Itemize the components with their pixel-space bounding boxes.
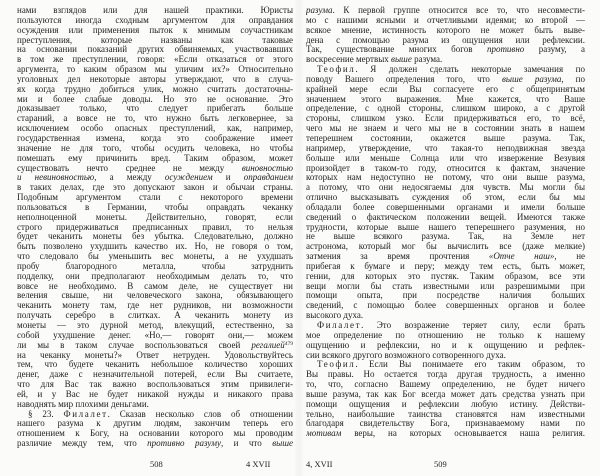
italic-text: и невиновностью — [17, 173, 95, 183]
text-run: вещи могли бы стать известными или разрешимыми при — [306, 281, 585, 291]
text-run: помешать ему причинить вред. Таким образом, может — [17, 153, 293, 163]
text-run: . Сказав несколько слов об отношении — [107, 409, 293, 419]
text-line — [306, 301, 585, 311]
text-line — [306, 65, 585, 75]
text-line — [17, 183, 293, 193]
text-run: и — [212, 173, 244, 183]
right-running-head: 4, XVII — [306, 459, 333, 469]
text-line — [17, 331, 293, 341]
italic-text: противно разуму — [147, 439, 221, 449]
speaker-name: Филалет — [317, 321, 362, 330]
text-line — [306, 321, 585, 331]
text-run: помощи опыта, при посредстве наличия больших — [306, 291, 585, 301]
text-run: . Я должен сделать некоторые замечания по — [355, 65, 585, 75]
text-line — [17, 65, 293, 75]
text-run: Так, существование многих богов — [306, 45, 487, 55]
italic-text: выше — [391, 55, 412, 65]
text-line — [17, 45, 293, 55]
text-run: сведений о фактическом положении вещей. Имеются также — [306, 212, 585, 222]
text-line — [306, 311, 585, 321]
text-run: чеканить монету там, где нет рудников, ни возможности — [17, 301, 293, 311]
text-run: обладали более совершенными органами и имели больше — [306, 202, 585, 212]
text-run: , а между — [94, 173, 165, 183]
text-run: денег, даже с незначительной потерей, если Вы считаете, — [17, 370, 293, 380]
text-run: тельно, наибольшие таинства становятся нам известными — [306, 409, 585, 419]
text-line — [17, 232, 293, 242]
italic-text: разума — [306, 6, 333, 15]
text-run: дена с помощью разума из ощущения или рефлексии. — [306, 35, 585, 45]
italic-text: противно — [486, 45, 525, 55]
text-run: а потому, что они недосягаемы для чувств. Мы могли бы — [306, 183, 585, 193]
text-run: будет чеканить монеты без убытка. Следовательно, должно — [17, 232, 293, 242]
text-line — [306, 16, 585, 26]
text-line — [17, 351, 293, 361]
text-line — [306, 419, 585, 429]
text-line — [17, 370, 293, 380]
text-line — [306, 164, 585, 174]
text-line — [306, 75, 585, 85]
text-run: преступления, которые названы как таковые — [17, 35, 293, 45]
text-line — [306, 134, 585, 144]
text-line — [306, 351, 585, 361]
text-line — [306, 124, 585, 134]
text-run: Вы правы. Но остается тогда другая трудность, а именно — [306, 370, 585, 380]
text-run: прибегая к бумаге и перу; между тем есть, быть может, — [306, 261, 585, 271]
text-run: . К первой группе относится все то, что несовмести- — [332, 6, 585, 15]
text-run: отношением к Богу, на основании которого мы проводим — [17, 429, 293, 439]
text-run: разуму, а — [524, 45, 585, 55]
text-run: нашего разума к другим людям, закончим теперь его — [17, 419, 293, 429]
footnote-marker: 479 — [284, 340, 293, 347]
text-run: § 23. — [28, 409, 64, 419]
left-page-number: 508 — [150, 459, 163, 469]
text-run: астронома, который мог бы вычислить все (даже мелкие) — [306, 242, 585, 252]
text-run: всякое мнение, истинность которого не может быть выве- — [306, 25, 585, 35]
text-run: чего мы не знаем и чего мы не в состоянии знать в нашем — [306, 124, 585, 134]
text-line — [17, 114, 293, 124]
text-run: подделку, они предполагают необходимым делать то, что — [17, 271, 293, 281]
text-line — [17, 400, 293, 410]
italic-text: виновностью — [241, 163, 293, 173]
text-line — [306, 223, 585, 233]
text-line — [17, 6, 293, 16]
text-line — [306, 262, 585, 272]
left-page-text — [17, 6, 293, 449]
text-run: теперешнем состоянии, окажется выше разума. Так, — [306, 133, 585, 143]
text-line — [306, 429, 585, 439]
text-line — [17, 36, 293, 46]
italic-text: осуждением — [164, 173, 213, 183]
text-run: в том же преступлении, говоря: «Если отказаться от этого — [17, 55, 293, 65]
text-line — [306, 85, 585, 95]
text-run: осуждения или применения пыток к мнимым соучастникам — [17, 25, 293, 35]
text-run: ей, и у Вас не будет никакой нужды и никакого права — [17, 389, 293, 399]
text-line — [306, 410, 585, 420]
text-line — [306, 203, 585, 213]
text-line — [306, 26, 585, 36]
text-line — [17, 272, 293, 282]
text-line — [306, 370, 585, 380]
text-run: ях когда трудно добиться улик, можно считать достаточны- — [17, 84, 293, 94]
text-run: тем, что будете чеканить небольшое количество хороших — [17, 360, 293, 370]
text-line — [306, 6, 585, 16]
text-run: собой ухудшение денег. «Но,— говорят они,— можем — [17, 330, 293, 340]
text-run: ми и более слабые доводы. Но это не основание. Это — [17, 94, 293, 104]
italic-text: выше разума — [502, 74, 562, 84]
text-run: исключением особо опасных преступлений, как, например, — [17, 124, 293, 134]
text-line — [17, 321, 293, 331]
text-line — [306, 95, 585, 105]
text-line — [306, 282, 585, 292]
italic-text: выше — [272, 439, 293, 449]
text-line — [306, 154, 585, 164]
text-line — [17, 124, 293, 134]
text-line — [306, 193, 585, 203]
text-run: монеты — это дурной метод, влекущий, естественно, за — [17, 321, 293, 330]
text-run: , не — [554, 252, 585, 262]
text-run: веления свыше, ни человеческого закона, обязывающего — [17, 291, 293, 301]
text-line — [306, 114, 585, 124]
text-line — [17, 95, 293, 105]
text-run: крайней мере если Вы согласуете его с общепринятым — [306, 84, 585, 94]
text-run: не выше всякого разума. Так, на Земле нет — [306, 232, 585, 242]
text-run: на чеканку монеты?» Ответ нетруден. Удовольствуйтесь — [17, 350, 293, 360]
text-run: благодаря свидетельству Бога, признаваемому нами по — [306, 419, 585, 429]
text-run: стороны, слишком узко. Если придерживаться его, то всё, — [306, 114, 585, 124]
text-line — [17, 144, 293, 154]
right-page — [306, 6, 585, 439]
speaker-name: Филалет — [63, 409, 108, 419]
text-run: мое определение по отношению не только к нашему — [306, 330, 585, 340]
text-line — [306, 252, 585, 262]
text-run: значение не для того, чтобы осудить человека, но чтобы — [17, 143, 293, 153]
text-line — [306, 173, 585, 183]
text-line — [17, 164, 293, 174]
text-line — [306, 400, 585, 410]
left-running-head: 4 XVII — [246, 459, 271, 469]
text-run: неполноценной монеты. Действительно, говорят, если — [17, 212, 293, 222]
text-run: стараний, а вовсе не то, что нужно быть легковернее, за — [17, 114, 293, 124]
text-run: определение, с одной стороны, слишком широко, а с другой — [306, 104, 585, 114]
text-run: больше или меньше Солнца или что извержение Везувия — [306, 153, 585, 163]
text-run: разума. — [411, 55, 443, 65]
speaker-name: Теофил — [317, 65, 356, 75]
text-run: пробу благородного металла, чтобы затруднить — [17, 261, 293, 271]
text-line — [17, 252, 293, 262]
text-run: сии всякого другого возможного сотворенного духа. — [306, 350, 506, 360]
text-run: что для Вас так важно воспользоваться этим привилеги- — [17, 380, 293, 390]
text-line — [17, 223, 293, 233]
text-line — [17, 419, 293, 429]
text-line — [306, 291, 585, 301]
text-run: то, что, согласно Вашему определению, не будет ничего — [306, 380, 585, 390]
text-line — [17, 301, 293, 311]
text-run: быть позволено ухудшить качество их. Но, не говоря о том, — [17, 242, 293, 252]
text-run: , по — [561, 74, 585, 84]
text-run: вовсе не необходимо. В самом деле, не существует ни — [17, 281, 293, 291]
text-line — [306, 232, 585, 242]
text-line — [17, 380, 293, 390]
text-run: мо с нашими ясными и отчетливыми идеями; ко второй — — [306, 15, 585, 25]
speaker-name: Теофил — [317, 360, 356, 370]
text-line — [17, 360, 293, 370]
text-line — [17, 429, 293, 439]
text-run: существовать нечто среднее не между — [17, 163, 242, 173]
text-run: . Если Вы понимаете его таким образом, то — [355, 360, 585, 370]
text-line — [306, 331, 585, 341]
text-line — [17, 242, 293, 252]
text-line — [306, 104, 585, 114]
italic-text: мотивам — [306, 429, 342, 439]
text-run: нами взглядов или для нашей практики. Юристы — [17, 6, 293, 15]
text-line — [17, 390, 293, 400]
text-line — [17, 85, 293, 95]
text-run: произойдет в таком-то году, относится к фактам, значение — [306, 163, 585, 173]
text-run: помощи ощущения и рефлексии любую истину. Действи- — [306, 399, 585, 409]
text-line — [17, 291, 293, 301]
italic-text: «Отче наш» — [488, 252, 555, 262]
text-line — [306, 183, 585, 193]
text-run: получать серебро в слитках. А чеканить монету из — [17, 311, 293, 321]
book-gutter — [294, 0, 304, 476]
text-line — [306, 390, 585, 400]
text-line — [17, 282, 293, 292]
text-line — [306, 55, 585, 65]
text-run: пользуются иногда сходным аргументом для оправдания — [17, 15, 293, 25]
text-line — [17, 134, 293, 144]
text-run: ощущению и рефлексии, но и к ощущению и рефлек- — [306, 340, 585, 350]
text-run: выше разума, так как Бог всегда может дать средства узнать при — [306, 389, 585, 399]
text-line — [17, 75, 293, 85]
text-run: ли мы в таком случае воспользоваться своей — [17, 340, 252, 350]
text-line — [306, 144, 585, 154]
text-line — [306, 213, 585, 223]
right-page-number: 509 — [434, 459, 447, 469]
text-line — [17, 55, 293, 65]
text-line — [17, 193, 293, 203]
text-line — [17, 154, 293, 164]
text-run: уголовных дел некоторые авторы утверждают, что в случа- — [17, 74, 293, 84]
text-run: воскресение мертвых — [306, 55, 392, 65]
text-run: аргумента, то каким образом мы уличим их?» Относительно — [17, 65, 293, 75]
text-run: трудности, которые выше нашего теперешнего разумения, но — [306, 222, 585, 232]
text-line — [306, 242, 585, 252]
text-line — [306, 380, 585, 390]
text-run: строго придерживаться предписанных правил, то нельзя — [17, 222, 293, 232]
text-run: веры, на которых основывается наша религия. — [341, 429, 585, 439]
text-run: которых нам недоступно не потому, что они выше разума, — [306, 173, 585, 183]
text-line — [306, 36, 585, 46]
text-line — [17, 26, 293, 36]
text-line — [306, 272, 585, 282]
text-line — [17, 203, 293, 213]
text-line — [17, 173, 293, 183]
text-run: различие между тем, что — [17, 439, 148, 449]
text-line — [306, 341, 585, 351]
text-line — [17, 262, 293, 272]
text-run: , и что — [220, 439, 273, 449]
text-run: в таких делах, где это допускают закон и обычаи страны. — [17, 183, 293, 193]
text-line — [306, 360, 585, 370]
text-run: доказывает только, что следует прибегать больше — [17, 104, 293, 114]
text-line — [306, 45, 585, 55]
text-run: . Это возражение теряет силу, если брать — [361, 321, 585, 330]
text-run: значением этого выражения. Мне кажется, что Ваше — [306, 94, 585, 104]
italic-text: регалией — [251, 340, 285, 350]
text-run: наводнять мир плохими деньгами. — [17, 399, 149, 409]
text-run: сведений, с помощью более совершенных органов и более — [306, 301, 585, 311]
text-line — [17, 16, 293, 26]
text-run: пользоваться в Германии, чтобы оправдать чеканку — [17, 202, 293, 212]
text-run: государственная измена, когда это соображение имеет — [17, 133, 293, 143]
text-run: например, утверждение, что такая-то неподвижная звезда — [306, 143, 585, 153]
text-line — [17, 104, 293, 114]
italic-text: оправданием — [243, 173, 293, 183]
text-run: высокого духа. — [306, 311, 364, 321]
text-run: на основании показаний других обвиняемых, участвовавших — [17, 45, 293, 55]
text-run: гении, для которых это пустяк. Таким образом, все эти — [306, 271, 585, 281]
text-run: что следовало бы уменьшить вес монеты, а не ухудшать — [17, 252, 293, 262]
text-line — [17, 439, 293, 449]
text-line — [17, 311, 293, 321]
left-page — [17, 6, 293, 449]
text-run: затмения за время прочтения — [306, 252, 489, 262]
text-run: отлично высказывать суждения об этом, если бы мы — [306, 193, 585, 203]
text-line — [17, 213, 293, 223]
text-run: поводу Вашего определения того, что — [306, 74, 502, 84]
text-line — [17, 410, 293, 420]
text-line — [17, 341, 293, 351]
right-page-text — [306, 6, 585, 439]
text-run: Подобным аргументом стали с некоторого времени — [17, 193, 293, 203]
